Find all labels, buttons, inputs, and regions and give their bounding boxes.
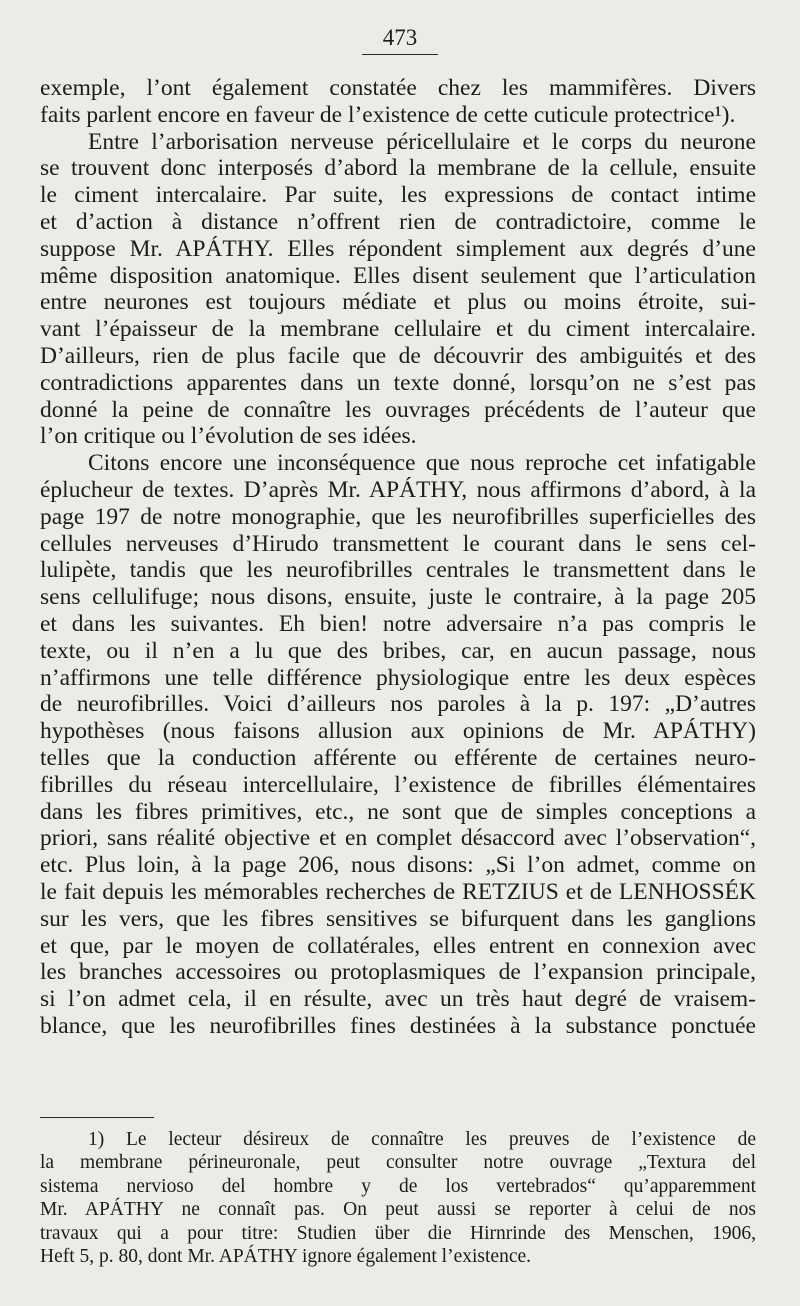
text-line: D’ailleurs, rien de plus facile que de découvrir des ambiguités et des: [40, 342, 756, 369]
text-line: même disposition anatomique. Elles disent seulement que l’articulation: [40, 262, 756, 289]
text-line: Entre l’arborisation nerveuse péricellulaire et le corps du neurone: [88, 128, 756, 155]
text-line: priori, sans réalité objective et en complet désaccord avec l’observation“,: [40, 825, 756, 852]
text-line: et que, par le moyen de collatérales, elles entrent en connexion avec: [40, 932, 756, 959]
text-line: le fait depuis les mémorables recherches de RETZIUS et de LENHOSSÉK: [40, 878, 756, 905]
text-line: fibrilles du réseau intercellulaire, l’existence de fibrilles élémentaires: [40, 771, 756, 798]
footnote-line: 1) Le lecteur désireux de connaître les preuves de l’existence de: [88, 1129, 756, 1150]
page-number-rule: [362, 54, 438, 55]
page-number: 473: [382, 25, 418, 50]
text-line: se trouvent donc interposés d’abord la membrane de la cellule, ensuite: [40, 155, 756, 182]
text-line: vant l’épaisseur de la membrane cellulaire et du ciment intercalaire.: [40, 316, 756, 343]
text-line: cellules nerveuses d’Hirudo transmettent le courant dans le sens cel-: [40, 530, 756, 557]
footnote-line: sistema nervioso del hombre y de los vertebrados“ qu’apparemment: [40, 1175, 756, 1197]
footnote-line: travaux qui a pour titre: Studien über die Hirnrinde des Menschen, 1906,: [40, 1222, 756, 1244]
text-line: sur les vers, que les fibres sensitives se bifurquent dans les ganglions: [40, 905, 756, 932]
text-line: page 197 de notre monographie, que les neurofibrilles superficielles des: [40, 503, 756, 530]
footnote: [40, 1128, 756, 1268]
text-line: si l’on admet cela, il en résulte, avec un très haut degré de vraisem-: [40, 986, 756, 1013]
text-line: exemple, l’ont également constatée chez les mammifères. Divers: [40, 75, 756, 101]
footnote-rule: [40, 1117, 154, 1118]
text-line: faits parlent encore en faveur de l’existence de cette cuticule protectrice¹).: [40, 101, 736, 128]
text-line: n’affirmons une telle différence physiologique entre les deux espèces: [40, 664, 756, 691]
text-line: l’on critique ou l’évolution de ses idées.: [40, 423, 417, 450]
footnote-line: la membrane périneuronale, peut consulter notre ouvrage „Textura del: [40, 1152, 756, 1174]
body-text: [40, 75, 756, 1040]
text-line: sens cellulifuge; nous disons, ensuite, juste le contraire, à la page 205: [40, 584, 756, 611]
text-line: donné la peine de connaître les ouvrages précédents de l’auteur que: [40, 396, 756, 423]
text-line: dans les fibres primitives, etc., ne sont que de simples conceptions a: [40, 798, 756, 825]
text-line: et d’action à distance n’offrent rien de contradictoire, comme le: [40, 208, 756, 235]
text-line: lulipète, tandis que les neurofibrilles centrales le transmettent dans le: [40, 557, 756, 584]
text-line: suppose Mr. APÁTHY. Elles répondent simplement aux degrés d’une: [40, 235, 756, 262]
text-line: contradictions apparentes dans un texte donné, lorsqu’on ne s’est pas: [40, 369, 756, 396]
text-line: hypothèses (nous faisons allusion aux opinions de Mr. APÁTHY): [40, 718, 756, 745]
text-line: et dans les suivantes. Eh bien! notre adversaire n’a pas compris le: [40, 610, 756, 637]
text-line: Citons encore une inconséquence que nous reproche cet infatigable: [88, 450, 756, 477]
text-line: entre neurones est toujours médiate et plus ou moins étroite, sui-: [40, 289, 756, 316]
text-line: blance, que les neurofibrilles fines destinées à la substance ponctuée: [40, 1012, 756, 1039]
text-line: éplucheur de textes. D’après Mr. APÁTHY, nous affirmons d’abord, à la: [40, 476, 756, 503]
text-line: le ciment intercalaire. Par suite, les expressions de contact intime: [40, 182, 756, 209]
text-line: texte, ou il n’en a lu que des bribes, car, en aucun passage, nous: [40, 637, 756, 664]
text-line: de neurofibrilles. Voici d’ailleurs nos paroles à la p. 197: „D’autres: [40, 691, 756, 718]
text-line: les branches accessoires ou protoplasmiques de l’expansion principale,: [40, 959, 756, 986]
footnote-line: Heft 5, p. 80, dont Mr. APÁTHY ignore également l’existence.: [40, 1246, 532, 1268]
text-line: telles que la conduction afférente ou efférente de certaines neuro-: [40, 744, 756, 771]
text-line: etc. Plus loin, à la page 206, nous disons: „Si l’on admet, comme on: [40, 852, 756, 879]
footnote-line: Mr. APÁTHY ne connaît pas. On peut aussi se reporter à celui de nos: [40, 1199, 756, 1221]
